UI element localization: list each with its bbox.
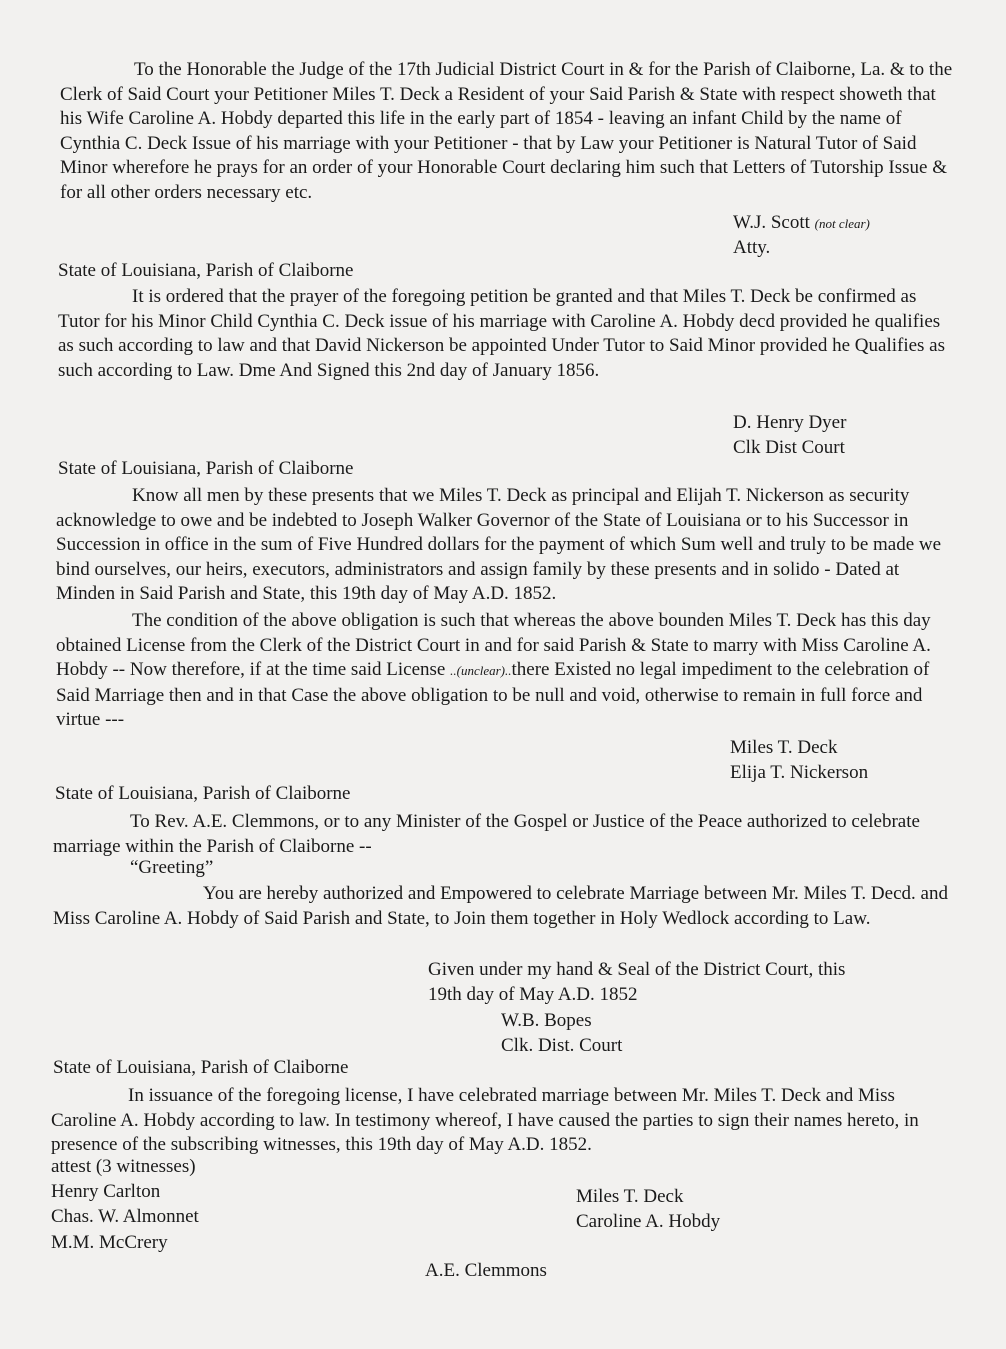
certificate-attest: attest (3 witnesses) xyxy=(51,1156,196,1177)
party-1: Miles T. Deck xyxy=(576,1186,684,1207)
petition-paragraph: To the Honorable the Judge of the 17th Judicial District Court in & for the Parish of Claiborne, La. & to the Clerk of Said Court your Petitioner Miles T. Deck a Resident of your Said Parish & State with respect showeth that his Wife Caroline A. Hobdy departed this life in the early part of 1854 - leaving an infant Child by the name of Cynthia C. Deck Issue of his marriage with your Petitioner - that by Law your Petitioner is Natural Tutor of Said Minor wherefore he prays for an order of your Honorable Court declaring him such that Letters of Tutorship Issue & for all other orders necessary etc. xyxy=(60,59,953,203)
license-greeting: “Greeting” xyxy=(130,857,214,878)
bond-condition-paragraph: The condition of the above obligation is such that whereas the above bounden Miles T. Deck has this day obtained License from the Clerk of the District Court in and for said Parish & State to marry with Miss Caroline A. Hobdy -- Now therefore, if at the time said License ..(unclear)..there Existed no legal impediment to the celebration of Said Marriage then and in that Case the above obligation to be null and void, otherwise to remain in full force and virtue --- xyxy=(56,610,931,731)
bond-unclear-note: ..(unclear).. xyxy=(450,663,512,679)
license-authorization: You are hereby authorized and Empowered to celebrate Marriage between Mr. Miles T. Decd. and Miss Caroline A. Hobdy of Said Parish and State, to Join them together in Holy Wedlock according to Law. xyxy=(53,883,948,929)
petition-signer xyxy=(733,211,870,236)
license-signer-title: Clk. Dist. Court xyxy=(501,1035,623,1056)
order-signer-name: D. Henry Dyer xyxy=(733,412,847,433)
party-2: Caroline A. Hobdy xyxy=(576,1211,721,1232)
order-heading: State of Louisiana, Parish of Claiborne xyxy=(58,260,354,281)
witness-2: Chas. W. Almonnet xyxy=(51,1206,199,1227)
license-heading: State of Louisiana, Parish of Claiborne xyxy=(55,783,351,804)
petition-signer-title: Atty. xyxy=(733,237,771,258)
bond-signer-2: Elija T. Nickerson xyxy=(730,762,869,783)
certificate-paragraph: In issuance of the foregoing license, I have celebrated marriage between Mr. Miles T. Deck and Miss Caroline A. Hobdy according to law. In testimony whereof, I have caused the parties to sign their names hereto, in presence of the subscribing witnesses, this 19th day of May A.D. 1852. xyxy=(51,1085,919,1156)
license-paragraph: To Rev. A.E. Clemmons, or to any Minister of the Gospel or Justice of the Peace authorized to celebrate marriage within the Parish of Claiborne -- xyxy=(53,811,920,857)
bond-signer-1: Miles T. Deck xyxy=(730,737,838,758)
witness-3: M.M. McCrery xyxy=(51,1232,168,1253)
bond-heading: State of Louisiana, Parish of Claiborne xyxy=(58,458,354,479)
certificate-heading: State of Louisiana, Parish of Claiborne xyxy=(53,1057,349,1078)
witness-1: Henry Carlton xyxy=(51,1181,161,1202)
bond-paragraph: Know all men by these presents that we Miles T. Deck as principal and Elijah T. Nickerson as security acknowledge to owe and be indebted to Joseph Walker Governor of the State of Louisiana or to his Successor in Succession in office in the sum of Five Hundred dollars for the payment of which Sum well and truly to be made we bind ourselves, our heirs, executors, administrators and assign family by these presents and in solido - Dated at Minden in Said Parish and State, this 19th day of May A.D. 1852. xyxy=(56,485,942,605)
license-signer-name: W.B. Bopes xyxy=(501,1010,592,1031)
petition-signer-name: W.J. Scott xyxy=(733,212,810,233)
order-paragraph: It is ordered that the prayer of the foregoing petition be granted and that Miles T. Deck be confirmed as Tutor for his Minor Child Cynthia C. Deck issue of his marriage with Caroline A. Hobdy decd provided he qualifies as such according to law and that David Nickerson be appointed Under Tutor to Said Minor provided he Qualifies as such according to Law. Dme And Signed this 2nd day of January 1856. xyxy=(58,286,946,381)
officiant: A.E. Clemmons xyxy=(425,1260,547,1281)
order-signer-title: Clk Dist Court xyxy=(733,437,845,458)
petition-signer-note: (not clear) xyxy=(814,216,870,231)
license-given-line-2: 19th day of May A.D. 1852 xyxy=(428,984,638,1005)
license-given-line-1: Given under my hand & Seal of the District Court, this xyxy=(428,959,846,980)
